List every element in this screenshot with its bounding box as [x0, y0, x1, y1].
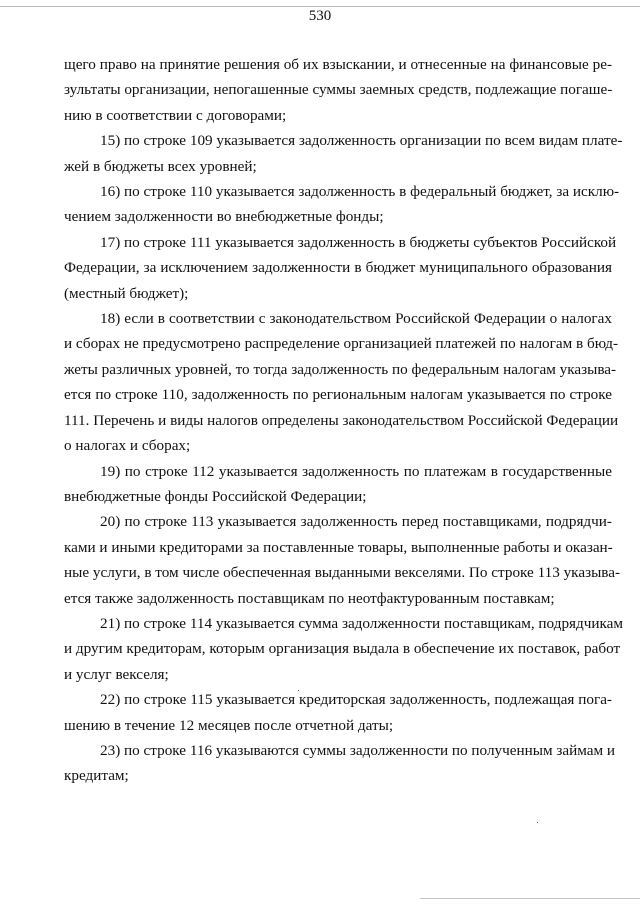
text-line: кредитам;	[64, 767, 129, 785]
text-line: 18) если в соответствии с законодательством Российской Федерации о налогах	[100, 310, 612, 328]
text-line: (местный бюджет);	[64, 284, 189, 302]
text-line: ками и иными кредиторами за поставленные товары, выполненные работы и оказан-	[64, 538, 613, 556]
paragraph-item-19	[64, 459, 612, 510]
text-line: 17) по строке 111 указывается задолженность в бюджеты субъектов Российской	[100, 233, 617, 251]
text-line: ется также задолженность поставщикам по неотфактурованным поставкам;	[64, 589, 555, 607]
text-line: шению в течение 12 месяцев после отчетной даты;	[64, 716, 394, 734]
text-line: 19) по строке 112 указывается задолженность по платежам в государственные	[100, 462, 612, 480]
text-line: ется по строке 110, задолженность по региональным налогам указывается по строке	[64, 386, 612, 404]
text-line: и другим кредиторам, которым организация выдала в обеспечение их поставок, работ	[64, 640, 621, 658]
text-line: о налогах и сборах;	[64, 437, 191, 455]
paragraph-item-15	[64, 128, 623, 179]
text-line: 15) по строке 109 указывается задолженность организации по всем видам плате-	[100, 132, 623, 150]
text-line: внебюджетные фонды Российской Федерации;	[64, 487, 367, 505]
text-line: 16) по строке 110 указывается задолженность в федеральный бюджет, за исклю-	[100, 183, 620, 201]
document-body	[64, 52, 624, 789]
paragraph-item-23	[64, 738, 616, 789]
text-line: жеты различных уровней, то тогда задолженность по федеральным налогам указыва-	[64, 360, 617, 378]
text-line: Федерации, за исключением задолженности в бюджет муниципального образования	[64, 259, 612, 277]
paragraph-item-21	[64, 611, 624, 687]
text-line: 23) по строке 116 указываются суммы задолженности по полученным займам и	[100, 741, 616, 759]
paragraph-continuation	[64, 52, 612, 128]
scan-speck	[537, 822, 538, 823]
paragraph-item-20	[64, 509, 621, 611]
text-line: ные услуги, в том числе обеспеченная выданными векселями. По строке 113 указыва-	[64, 564, 621, 582]
text-line: чением задолженности во внебюджетные фонды;	[64, 208, 384, 226]
text-line: зультаты организации, непогашенные суммы заемных средств, подлежащие погаше-	[64, 81, 613, 99]
scan-edge-bottom	[420, 898, 640, 899]
text-line: и услуг векселя;	[64, 665, 169, 683]
text-line: 22) по строке 115 указывается кредиторская задолженность, подлежащая пога-	[100, 691, 612, 709]
text-line: 111. Перечень и виды налогов определены законодательством Российской Федерации	[64, 411, 619, 429]
text-line: и сборах не предусмотрено распределение организацией платежей по налогам в бюд-	[64, 335, 619, 353]
paragraph-item-18	[64, 306, 619, 458]
paragraph-item-16	[64, 179, 620, 230]
page-number: 530	[308, 8, 332, 24]
scan-speck	[298, 690, 299, 691]
text-line: щего право на принятие решения об их взыскании, и отнесенные на финансовые ре-	[64, 56, 612, 73]
text-line: 20) по строке 113 указывается задолженность перед поставщиками, подрядчи-	[100, 513, 612, 531]
paragraph-item-22	[64, 687, 612, 738]
paragraph-item-17	[64, 230, 617, 306]
text-line: жей в бюджеты всех уровней;	[64, 157, 257, 175]
text-line: 21) по строке 114 указывается сумма задолженности поставщикам, подрядчикам	[100, 614, 624, 632]
text-line: нию в соответствии с договорами;	[64, 106, 287, 124]
